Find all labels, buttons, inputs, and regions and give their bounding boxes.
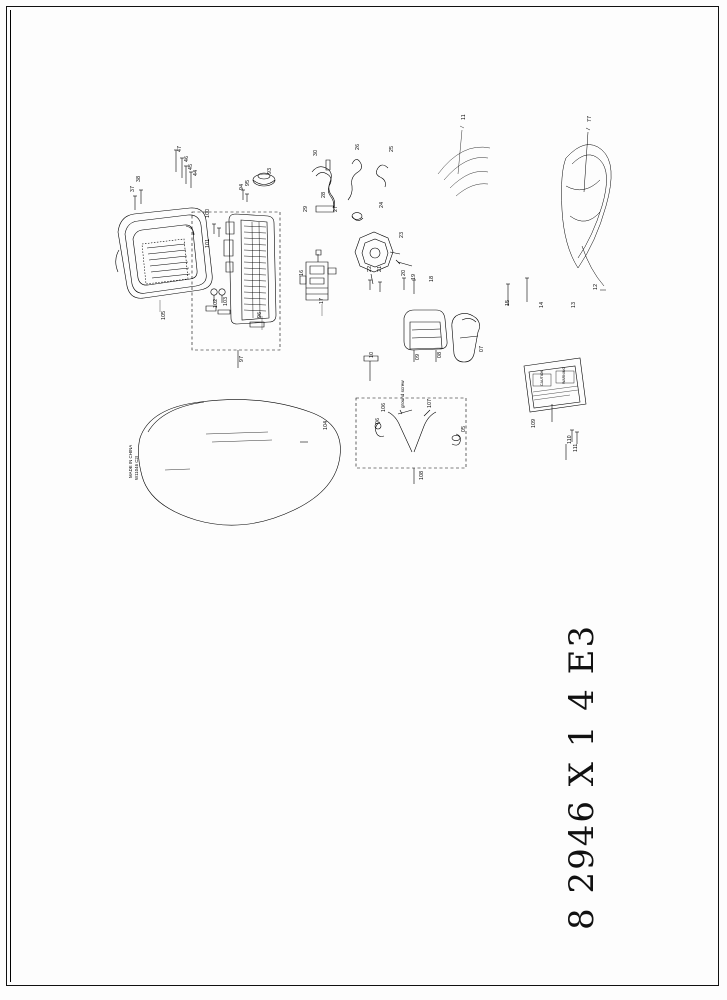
callout-91: 27	[333, 205, 339, 212]
knob-figure	[253, 173, 275, 186]
callout-110b: 05	[461, 425, 467, 432]
handwritten-note: 8 2946 X 1 4 E3	[562, 623, 602, 930]
callout-85: 21	[377, 265, 383, 272]
door-assembly-figure	[116, 208, 213, 298]
plate-text-warning: WARNING	[562, 366, 566, 384]
callout-77b: 13	[571, 301, 577, 308]
callout-107: 107	[427, 398, 433, 408]
callout-74: 10	[369, 351, 375, 358]
callout-47: 47	[177, 145, 183, 152]
callout-93: 29	[303, 205, 309, 212]
agitator-cap-figure	[452, 313, 480, 362]
cord-figure	[348, 159, 388, 220]
console-board-figure	[206, 214, 276, 327]
callout-100: 100	[205, 208, 211, 218]
callout-82: 18	[429, 275, 435, 282]
callout-98: 97	[239, 355, 245, 362]
callout-73: 09	[415, 353, 421, 360]
callout-101: 101	[205, 238, 211, 248]
callout-90: 26	[355, 143, 361, 150]
callout-88: 24	[379, 201, 385, 208]
callout-83: 19	[411, 273, 417, 280]
callout-86: 22	[367, 265, 373, 272]
callout-106: 106	[381, 402, 387, 412]
callout-94: 30	[313, 149, 319, 156]
plastic-bag-figure	[138, 400, 340, 526]
callout-110: 110	[567, 435, 573, 444]
callout-80: 16	[299, 269, 305, 276]
callout-79: 15	[505, 299, 511, 306]
callout-111: 111	[573, 443, 579, 452]
bag-text-model: W11046 C2I	[134, 455, 139, 480]
callout-108: 108	[419, 470, 425, 480]
callout-46: 46	[184, 155, 190, 162]
ground-screw-dashed-box	[356, 398, 466, 468]
callout-84: 20	[401, 269, 407, 276]
fastener-group-left	[130, 150, 221, 237]
callout-103: 103	[223, 296, 229, 306]
motor-figure	[300, 250, 336, 300]
pump-housing-figure	[355, 232, 400, 284]
callout-87: 23	[399, 231, 405, 238]
callout-71: 07	[479, 345, 485, 352]
hose-figure	[312, 160, 335, 212]
callout-104: 104	[323, 420, 329, 430]
callout-105: 105	[161, 310, 167, 320]
callout-89: 25	[389, 145, 395, 152]
callout-97: 95	[245, 179, 251, 186]
callout-42: 37	[130, 185, 136, 192]
callout-99: 96	[257, 311, 263, 318]
mesh-figure	[438, 126, 490, 196]
warning-plate-figure	[524, 358, 586, 422]
callout-96: 94	[239, 183, 245, 190]
callout-102: 102	[213, 298, 219, 308]
callout-45: 45	[188, 163, 194, 170]
callout-77: 77	[587, 115, 593, 122]
callout-43: 38	[136, 175, 142, 182]
callout-63: 11	[461, 114, 467, 120]
ground-screw-figure	[375, 410, 461, 452]
callout-109: 109	[531, 418, 537, 428]
callout-81: 17	[319, 297, 325, 304]
plate-text-caution: CAUTION	[540, 369, 544, 386]
callout-109b: 06	[375, 417, 381, 424]
callout-78: 14	[539, 301, 545, 308]
callout-92: 28	[321, 191, 327, 198]
lid-outline-figure	[562, 128, 612, 290]
callout-76: 12	[593, 283, 599, 290]
tube-figure	[364, 356, 378, 381]
ground-screw-label: ground screw	[400, 380, 405, 408]
callout-44: 44	[193, 169, 199, 176]
bag-text-made-in-china: MADE IN CHINA	[128, 444, 133, 478]
callout-72: 08	[437, 351, 443, 358]
callout-95: 93	[267, 167, 273, 174]
